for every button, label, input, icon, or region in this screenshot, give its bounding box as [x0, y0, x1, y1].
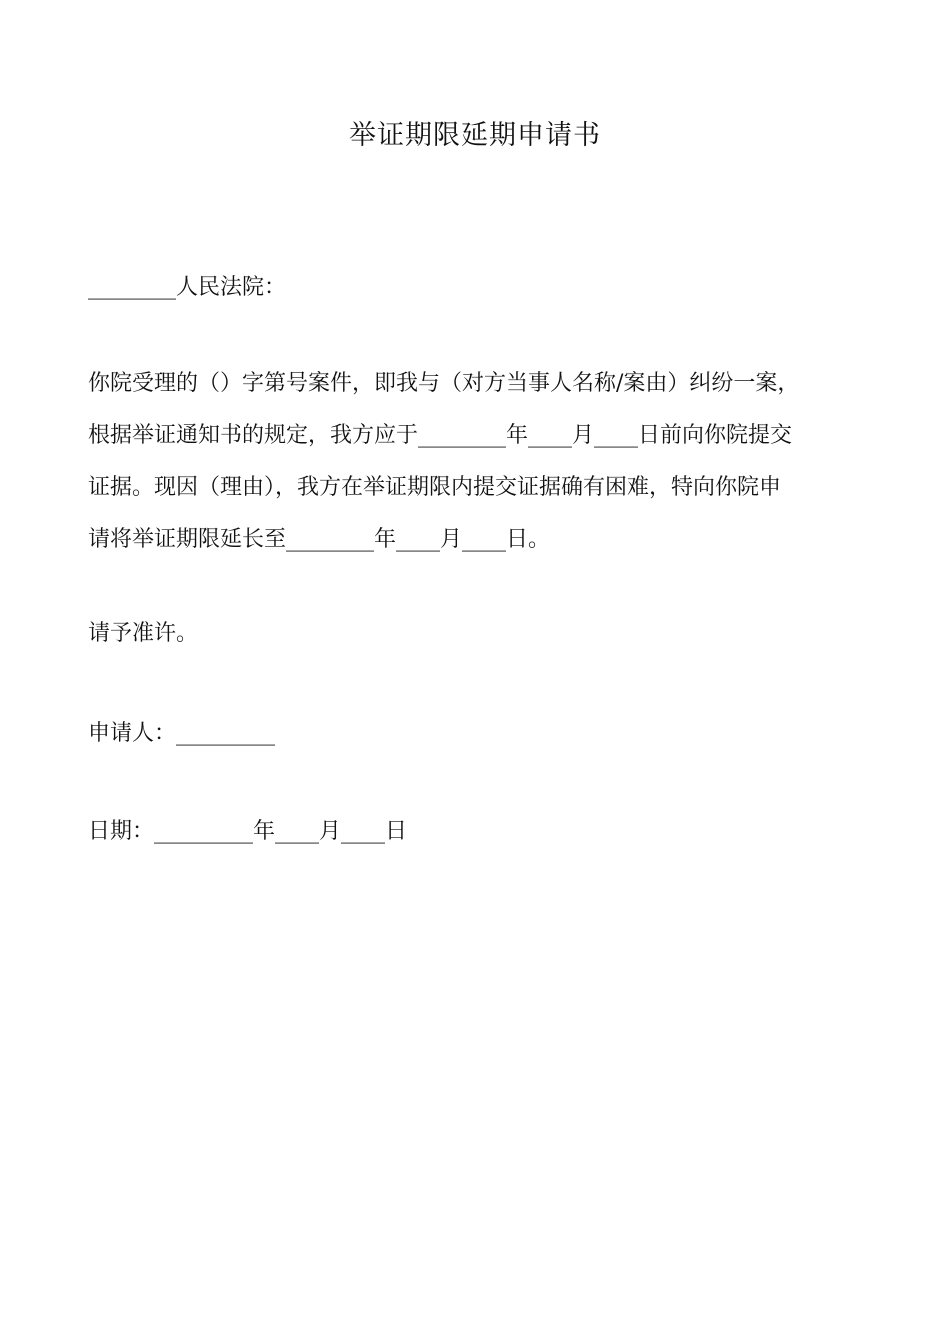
body-line: 你院受理的（）字第号案件，即我与（对方当事人名称/案由）纠纷一案， — [88, 371, 800, 396]
applicant-line: 申请人：_________ — [88, 721, 276, 746]
body-paragraph — [88, 358, 868, 566]
body-line: 根据举证通知书的规定，我方应于________年____月____日前向你院提交 — [88, 423, 793, 448]
body-line: 证据。现因（理由），我方在举证期限内提交证据确有困难，特向你院申 — [88, 475, 782, 500]
request-line: 请予准许。 — [88, 621, 199, 646]
date-line: 日期：_________年____月____日 — [88, 819, 408, 844]
document-title: 举证期限延期申请书 — [349, 120, 601, 151]
addressee-line: ________人民法院： — [88, 275, 287, 300]
body-line: 请将举证期限延长至________年____月____日。 — [88, 527, 551, 552]
